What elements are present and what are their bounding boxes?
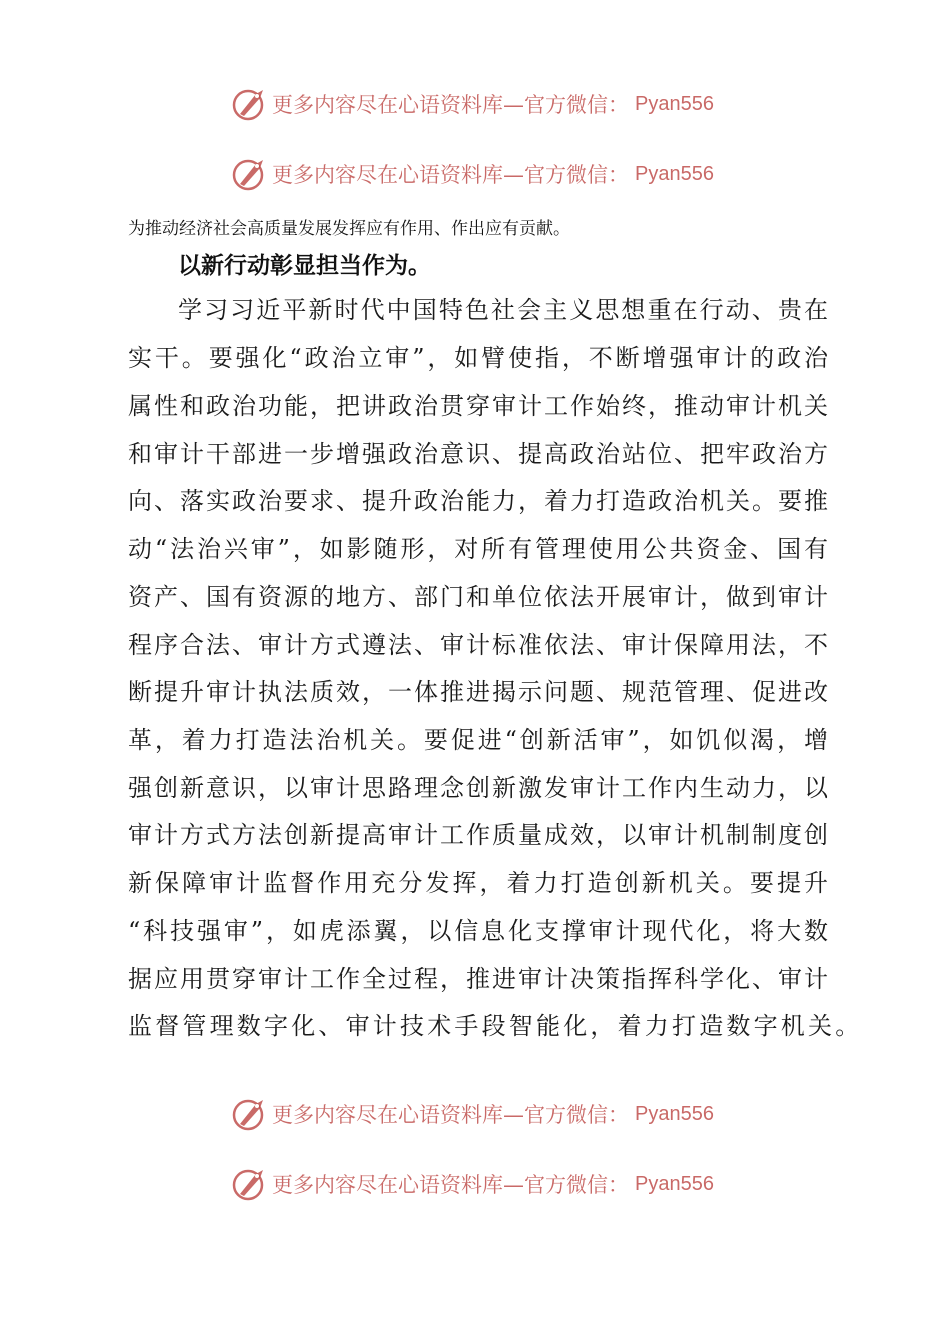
watermark-separator: —官方微信： xyxy=(503,1103,629,1127)
paragraph-line: 程序合法、审计方式遵法、审计标准依法、审计保障用法，不 xyxy=(128,631,828,659)
paragraph-line: 属性和政治功能，把讲政治贯穿审计工作始终，推动审计机关 xyxy=(128,392,828,420)
paragraph-line: 动“法治兴审”，如影随形，对所有管理使用公共资金、国有 xyxy=(128,535,828,563)
watermark-wechat-id: Pyan556 xyxy=(635,162,714,185)
pen-nib-logo-icon xyxy=(230,1094,270,1134)
lead-line: 为推动经济社会高质量发展发挥应有作用、作出应有贡献。 xyxy=(128,219,570,239)
watermark-text: 更多内容尽在心语资料库 xyxy=(272,1173,503,1197)
watermark-banner xyxy=(230,154,750,194)
paragraph-line: 断提升审计执法质效，一体推进揭示问题、规范管理、促进改 xyxy=(128,678,828,706)
watermark-text: 更多内容尽在心语资料库 xyxy=(272,93,503,117)
watermark-wechat-id: Pyan556 xyxy=(635,92,714,115)
paragraph-line: 向、落实政治要求、提升政治能力，着力打造政治机关。要推 xyxy=(128,487,828,515)
pen-nib-logo-icon xyxy=(230,154,270,194)
watermark-banner xyxy=(230,84,750,124)
paragraph-line: 资产、国有资源的地方、部门和单位依法开展审计，做到审计 xyxy=(128,583,828,611)
watermark-separator: —官方微信： xyxy=(503,163,629,187)
paragraph-line: “科技强审”，如虎添翼，以信息化支撑审计现代化，将大数 xyxy=(128,917,828,945)
paragraph-line: 新保障审计监督作用充分发挥，着力打造创新机关。要提升 xyxy=(128,869,828,897)
paragraph-line: 审计方式方法创新提高审计工作质量成效，以审计机制制度创 xyxy=(128,821,828,849)
paragraph-line: 实干。要强化“政治立审”，如臂使指，不断增强审计的政治 xyxy=(128,344,828,372)
watermark-text: 更多内容尽在心语资料库 xyxy=(272,1103,503,1127)
paragraph-line: 学习习近平新时代中国特色社会主义思想重在行动、贵在 xyxy=(178,296,828,324)
pen-nib-logo-icon xyxy=(230,84,270,124)
watermark-separator: —官方微信： xyxy=(503,1173,629,1197)
paragraph-line: 和审计干部进一步增强政治意识、提高政治站位、把牢政治方 xyxy=(128,440,828,468)
watermark-wechat-id: Pyan556 xyxy=(635,1172,714,1195)
paragraph-line: 革，着力打造法治机关。要促进“创新活审”，如饥似渴，增 xyxy=(128,726,828,754)
watermark-separator: —官方微信： xyxy=(503,93,629,117)
watermark-banner xyxy=(230,1164,750,1204)
pen-nib-logo-icon xyxy=(230,1164,270,1204)
paragraph-line: 监督管理数字化、审计技术手段智能化，着力打造数字机关。 xyxy=(128,1012,863,1040)
watermark-wechat-id: Pyan556 xyxy=(635,1102,714,1125)
watermark-banner xyxy=(230,1094,750,1134)
watermark-text: 更多内容尽在心语资料库 xyxy=(272,163,503,187)
section-heading: 以新行动彰显担当作为。 xyxy=(178,253,431,279)
paragraph-line: 据应用贯穿审计工作全过程，推进审计决策指挥科学化、审计 xyxy=(128,965,828,993)
paragraph-line: 强创新意识，以审计思路理念创新激发审计工作内生动力，以 xyxy=(128,774,828,802)
